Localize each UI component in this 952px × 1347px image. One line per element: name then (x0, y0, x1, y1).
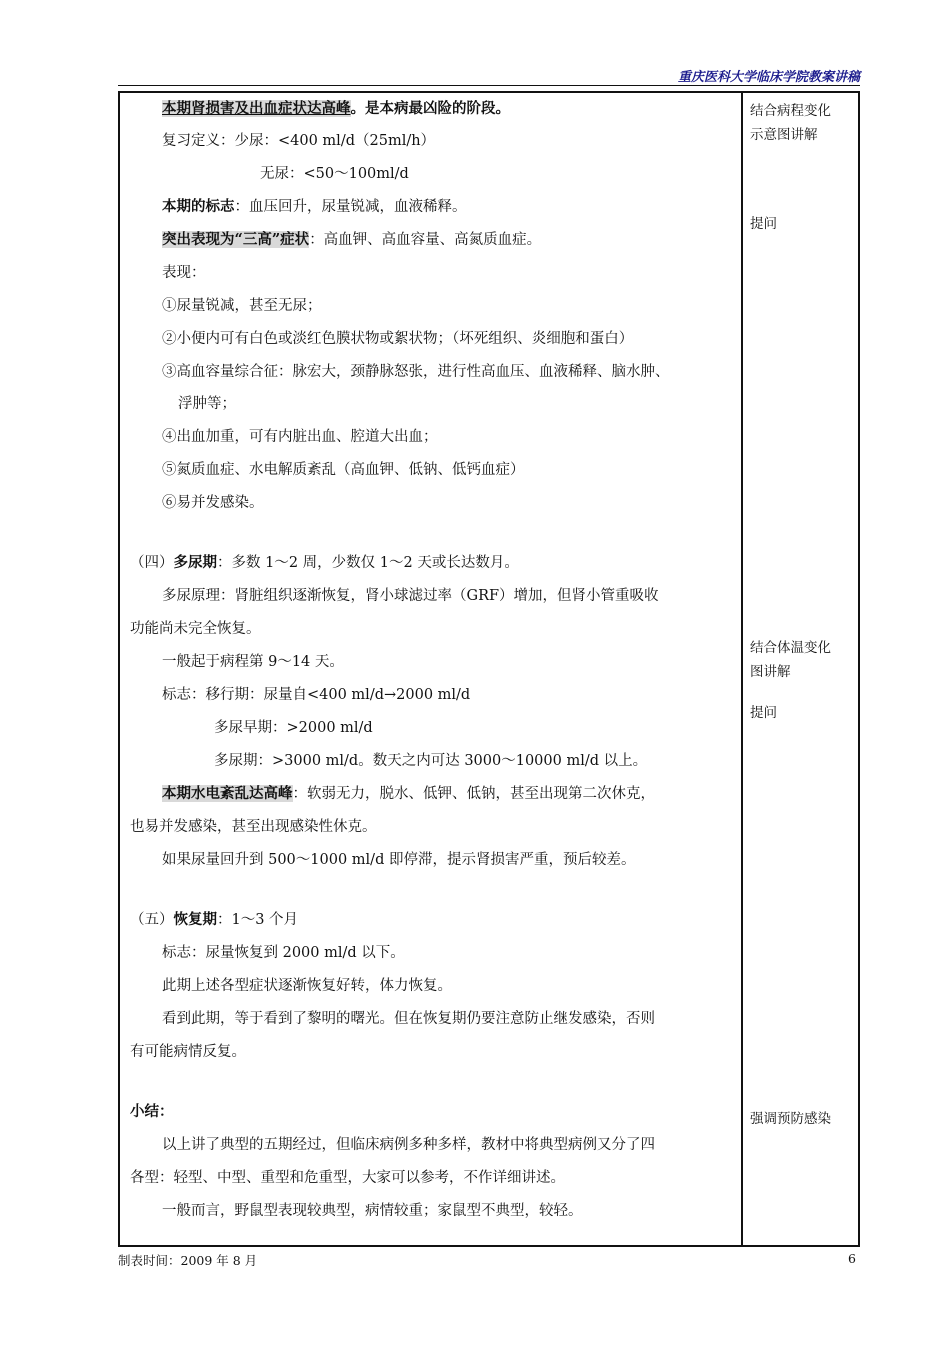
text-line: 无尿：<50～100ml/d (260, 166, 409, 182)
side-note: 强调预防感染 (750, 1111, 831, 1127)
text-line: ④出血加重，可有内脏出血、腔道大出血； (162, 429, 438, 445)
text-line: 功能尚未完全恢复。 (130, 621, 261, 637)
side-note: 提问 (750, 216, 777, 232)
side-note: 提问 (750, 705, 777, 721)
text-line: 各型：轻型、中型、重型和危重型，大家可以参考，不作详细讲述。 (130, 1170, 565, 1186)
text-line: 本期水电紊乱达高峰：软弱无力，脱水、低钾、低钠，甚至出现第二次休克， (162, 785, 655, 802)
text-line: ⑥易并发感染。 (162, 495, 264, 511)
column-divider (741, 93, 743, 1245)
text-line: 多尿早期：>2000 ml/d (214, 720, 373, 736)
text-line: 标志：尿量恢复到 2000 ml/d 以下。 (162, 945, 405, 961)
text-line: ③高血容量综合征：脉宏大，颈静脉怒张，进行性高血压、血液稀释、脑水肿、 (162, 364, 670, 380)
text-line: ①尿量锐减，甚至无尿； (162, 298, 322, 314)
page-number: 6 (848, 1251, 856, 1266)
document-header: 重庆医科大学临床学院教案讲稿 (677, 70, 860, 85)
text-line: 标志：移行期：尿量自<400 ml/d→2000 ml/d (162, 687, 471, 703)
section-heading: （五）恢复期：1～3 个月 (130, 911, 299, 928)
text-line: 一般起于病程第 9～14 天。 (162, 654, 344, 670)
text-line: 多尿期：>3000 ml/d。数天之内可达 3000～10000 ml/d 以上。 (214, 753, 648, 769)
text-line: 本期的标志：血压回升，尿量锐减，血液稀释。 (162, 198, 467, 215)
section-heading: （四）多尿期：多数 1～2 周，少数仅 1～2 天或长达数月。 (130, 554, 519, 571)
text-line: 此期上述各型症状逐渐恢复好转，体力恢复。 (162, 978, 452, 994)
header-rule (118, 85, 860, 86)
text-line: 突出表现为“三高”症状：高血钾、高血容量、高氮质血症。 (162, 231, 542, 248)
text-line: 如果尿量回升到 500～1000 ml/d 即停滞，提示肾损害严重，预后较差。 (162, 852, 636, 868)
text-line: 看到此期，等于看到了黎明的曙光。但在恢复期仍要注意防止继发感染，否则 (162, 1011, 655, 1027)
text-line: 以上讲了典型的五期经过，但临床病例多种多样，教材中将典型病例又分了四 (162, 1137, 655, 1153)
side-note: 结合体温变化 图讲解 (750, 640, 831, 680)
text-line: ②小便内可有白色或淡红色膜状物或絮状物；（坏死组织、炎细胞和蛋白） (162, 331, 634, 347)
text-line: 也易并发感染，甚至出现感染性休克。 (130, 819, 377, 835)
text-line: 多尿原理：肾脏组织逐渐恢复，肾小球滤过率（GRF）增加，但肾小管重吸收 (162, 588, 659, 604)
lecture-table (118, 91, 860, 1247)
text-line: 复习定义：少尿：<400 ml/d（25ml/h） (162, 133, 436, 149)
text-line: ⑤氮质血症、水电解质紊乱（高血钾、低钠、低钙血症） (162, 462, 525, 478)
text-line: 表现： (162, 265, 206, 281)
summary-heading: 小结： (130, 1103, 174, 1120)
text-line: 浮肿等； (178, 396, 236, 412)
text-line: 一般而言，野鼠型表现较典型，病情较重；家鼠型不典型，较轻。 (162, 1203, 583, 1219)
side-note: 结合病程变化 示意图讲解 (750, 103, 831, 143)
text-line: 本期肾损害及出血症状达高峰。是本病最凶险的阶段。 (162, 100, 510, 117)
footer-date: 制表时间：2009 年 8 月 (118, 1253, 258, 1268)
text-line: 有可能病情反复。 (130, 1044, 246, 1060)
